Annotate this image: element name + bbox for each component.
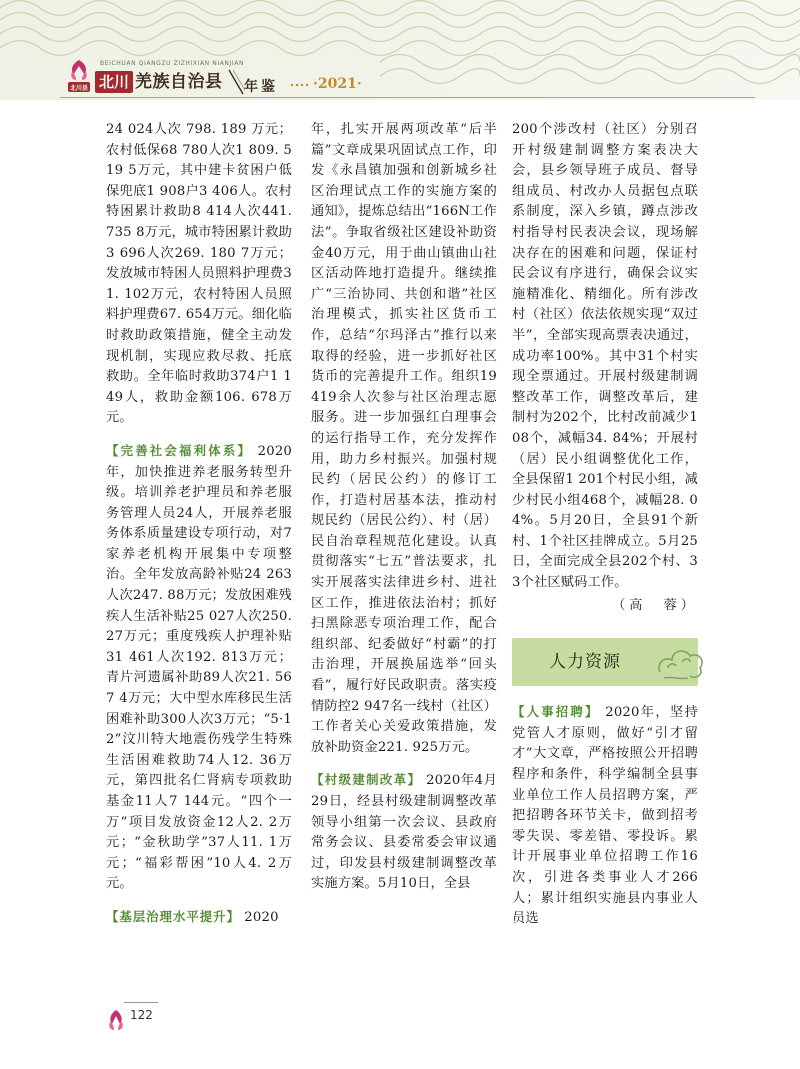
section-body: 2020年，加快推进养老服务转型升级。培训养老护理员和养老服务管理人员24人，开展养老服务体系质量建设专项行动，对7家养老机构开展集中专项整治。全年发放高龄补贴24 263人次247. 88万元；发放困难残疾人生活补贴25 027人次250. 27万元；重度残疾人护理补贴31 461人次192. 813万元；青片河遗属补助89人次21. 567 4万元；大中型水库移民生活困难补助300人次3万元；“5·12”汶川特大地震伤残学生特殊生活困难救助74人12. 36万元，第四批名仁肾病专项救助基金11人7 144元。“四个一万”项目发放资金12人2. 2万元；“金秋助学”37人11. 1万元；“福彩帮困”10人4. 2万元。 — [106, 443, 292, 892]
paragraph — [311, 770, 497, 895]
chapter-title: 人力资源 — [549, 651, 621, 672]
brand-title — [95, 70, 223, 94]
section-heading-welfare: 【完善社会福利体系】 — [106, 442, 253, 458]
column-1 — [106, 120, 292, 929]
paragraph — [106, 907, 292, 929]
slash-divider-icon — [227, 68, 245, 96]
chapter-banner — [512, 638, 698, 686]
paragraph — [106, 441, 292, 895]
page-number: 122 — [130, 1008, 153, 1022]
svg-text:北川县: 北川县 — [69, 85, 89, 92]
paragraph: 200个涉改村（社区）分别召开村级建制调整方案表决大会，县乡领导班子成员、督导组成员、村改办人员据包点联系制度，深入乡镇，蹲点涉改村指导村民表决会议，现场解决存在的困难和问题，保证村民会议有序进行，确保会议实施精准化、精细化。所有涉改村（社区）依法依规实现“双过半”，全部实现高票表决通过，成功率100%。其中31个村实现全票通过。开展村级建制调整改革工作，调整改革后，建制村为202个，比村改前减少108个，减幅34. 84%；开展村（居）民小组调整优化工作，全县保留1 201个村民小组，减少村民小组468个，减幅28. 04%。5月20日，全县91个新村、1个社区挂牌成立。5月25日，全面完成全县202个村、33个社区赋码工作。 — [512, 122, 699, 591]
footer-rule — [124, 1002, 158, 1003]
column-3 — [512, 120, 698, 930]
section-body: 2020 — [239, 909, 279, 925]
county-logo-icon — [66, 58, 92, 94]
header-rule — [60, 97, 755, 98]
section-heading-governance: 【基层治理水平提升】 — [106, 908, 240, 924]
brand-name: 羌族自治县 — [135, 72, 223, 92]
section-body: 2020年，坚持党管人才原则，做好“引才留才”大文章，严格按照公开招聘程序和条件，科学编制全县事业单位工作人员招聘方案，严把招聘各环节关卡，做到招考零失误、零差错、零投诉。累计开展事业单位招聘工作16次，引进各类事业人才266人；累计组织实施县内事业人员选 — [512, 705, 698, 927]
dots-decoration — [290, 82, 312, 88]
paragraph: 24 024人次 798. 189 万元；农村低保68 780人次1 809. 519 5万元，其中建卡贫困户低保兜底1 908户3 406人。农村特困累计救助8 414人次441. 735 8万元，城市特困累计救助3 696人次269. 180 7万元；发放城市特困人员照料护理费31. 102万元，农村特困人员照料护理费67. 654万元。细化临时救助政策措施，健全主动发现机制，实现应救尽救、托底救助。全年临时救助374户1 149人，救助金额106. 678万元。 — [106, 122, 293, 426]
flower-icon — [106, 1006, 126, 1032]
paragraph — [512, 702, 698, 930]
section-heading-village-reform: 【村级建制改革】 — [311, 772, 422, 788]
column-2 — [311, 120, 497, 895]
yearbook-label: 年鉴 — [244, 79, 278, 95]
author-byline: （高 蓉） — [612, 597, 698, 613]
brand-pinyin: BEICHUAN QIANGZU ZIZHIXIAN NIANJIAN — [100, 60, 245, 67]
cloud-ornament-icon — [654, 642, 706, 684]
paragraph: 年，扎实开展两项改革“后半篇”文章成果巩固试点工作，印发《永昌镇加强和创新城乡社区治理试点工作的实施方案的通知》，提炼总结出“166N工作法”。争取省级社区建设补助资金40万元，用于曲山镇曲山社区活动阵地打造提升。继续推广“三治协同、共创和谐”社区治理模式，抓实社区货币工作，总结“尔玛泽古”推行以来取得的经验，进一步抓好社区货币的完善提升工作。组织19 419余人次参与社区治理志愿服务。进一步加强红白理事会的运行指导工作，充分发挥作用，助力乡村振兴。加强村规民约（居民公约）的修订工作，打造村居基本法，推动村规民约（居民公约）、村（居）民自治章程规范化建设。认真贯彻落实“七五”普法要求，扎实开展落实法律进乡村、进社区工作，推进依法治村；抓好扫黑除恶专项治理工作，配合组织部、纪委做好“村霸”的打击治理，开展换届选举“回头看”，履行好民政职责。落实疫情防控2 947名一线村（社区）工作者关心关爱政策措施，发放补助资金221. 925万元。 — [311, 122, 498, 755]
section-heading-recruitment: 【人事招聘】 — [512, 704, 600, 720]
section-body: 2020年4月29日，经县村级建制调整改革领导小组第一次会议、县政府常务会议、县委常委会审议通过，印发县村级建制调整改革实施方案。5月10日，全县 — [311, 773, 497, 892]
brand-prefix: 北川 — [95, 71, 133, 93]
year-label: ·2021· — [313, 76, 362, 92]
